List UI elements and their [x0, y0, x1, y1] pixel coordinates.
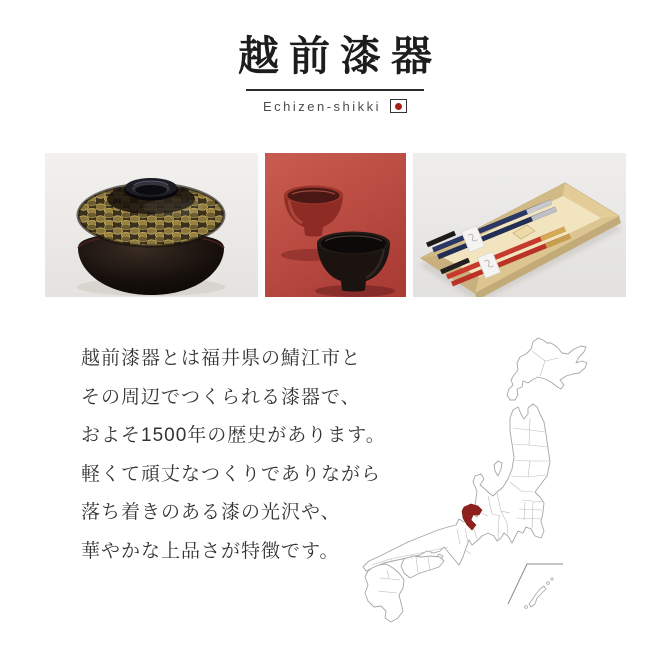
flag-red-circle — [395, 103, 402, 110]
photo-red-black-bowls — [265, 153, 406, 297]
lid-knob-well — [135, 185, 167, 195]
black-bowl-inside — [321, 234, 386, 254]
photo-lacquer-bowl — [45, 153, 258, 297]
map-sado-island — [494, 461, 502, 476]
red-bowl-inside — [288, 188, 340, 204]
title-divider — [246, 89, 424, 91]
japan-map-container — [360, 330, 600, 630]
photo-chopsticks-box — [413, 153, 626, 297]
description-line: およそ1500年の歴史があります。 — [81, 425, 386, 447]
map-shikoku — [401, 556, 444, 578]
lid-sheen — [143, 198, 203, 216]
japan-flag-icon — [390, 99, 407, 113]
page-title: 越前漆器 — [238, 33, 442, 79]
small-island — [547, 582, 550, 585]
japan-map — [360, 330, 600, 630]
subtitle-romaji: Echizen-shikki — [262, 98, 382, 114]
map-hokkaido — [507, 338, 587, 400]
description-text — [81, 340, 386, 572]
map-kyushu — [365, 564, 404, 622]
photo-row — [45, 153, 626, 297]
small-island — [551, 578, 553, 580]
description-line: その周辺でつくられる漆器で、 — [81, 386, 361, 408]
okinawa-island — [529, 586, 546, 607]
map-okinawa-inset — [508, 564, 563, 608]
description-line: 軽くて頑丈なつくりでありながら — [81, 463, 382, 485]
description-line: 華やかな上品さが特徴です。 — [81, 540, 340, 562]
description-line: 越前漆器とは福井県の鯖江市と — [81, 348, 362, 369]
description-line: 落ち着きのある漆の光沢や、 — [81, 502, 341, 524]
subtitle-row — [0, 97, 670, 115]
small-island — [525, 606, 528, 609]
